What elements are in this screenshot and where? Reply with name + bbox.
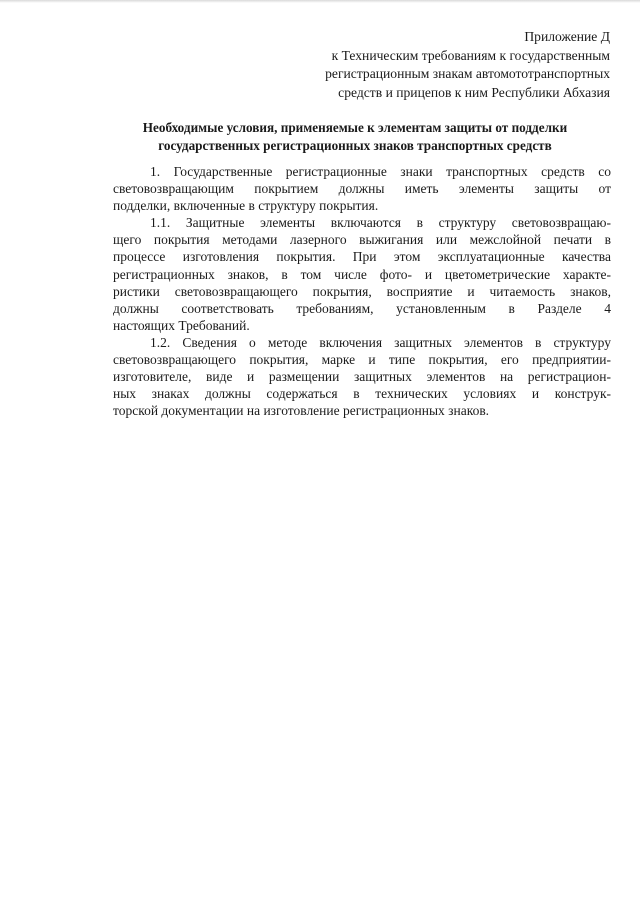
appendix-label: Приложение Д: [524, 29, 610, 44]
text-line: ных знаках должны содержаться в технических условиях и конструк-: [113, 386, 611, 402]
appendix-reference-line: средств и прицепов к ним Республики Абхазия: [338, 85, 610, 101]
title-line: Необходимые условия, применяемые к элементам защиты от подделки: [142, 120, 568, 135]
paragraph-1: [113, 163, 611, 214]
text-line: щего покрытия методами лазерного выжигания или межслойной печати в: [113, 232, 611, 248]
text-line: 1.2. Сведения о методе включения защитных элементов в структуру: [150, 334, 611, 350]
text-line: процессе изготовления покрытия. При этом эксплуатационные качества: [113, 249, 611, 265]
text-line: подделки, включенные в структуру покрытия.: [113, 198, 379, 214]
paragraph-1-1: [113, 214, 611, 334]
document-title: [100, 119, 610, 155]
document-body: [113, 163, 611, 419]
text-line: изготовителе, виде и размещении защитных элементов на регистрацион-: [113, 369, 611, 385]
paragraph-1-2: [113, 334, 611, 419]
text-line: настоящих Требований.: [113, 317, 250, 333]
appendix-reference-line: к Техническим требованиям к государственным: [331, 47, 610, 63]
text-line: световозвращающего покрытия, марке и типе покрытия, его предприятии-: [113, 352, 611, 368]
appendix-header: [170, 28, 610, 103]
text-line: 1.1. Защитные элементы включаются в структуру световозвращаю-: [150, 215, 611, 231]
text-line: 1. Государственные регистрационные знаки транспортных средств со: [150, 164, 611, 179]
text-line: регистрационных знаков, в том числе фото- и цветометрические характе-: [113, 266, 611, 282]
title-line: государственных регистрационных знаков транспортных средств: [158, 138, 552, 154]
text-line: торской документации на изготовление регистрационных знаков.: [113, 403, 490, 419]
text-line: ристики световозвращающего покрытия, восприятие и читаемость знаков,: [113, 283, 611, 299]
appendix-reference-line: регистрационным знакам автомототранспортных: [325, 66, 610, 82]
scan-edge-shadow: [0, 0, 640, 3]
text-line: световозвращающим покрытием должны иметь элементы защиты от: [113, 181, 611, 197]
text-line: должны соответствовать требованиям, установленным в Разделе 4: [113, 300, 611, 316]
